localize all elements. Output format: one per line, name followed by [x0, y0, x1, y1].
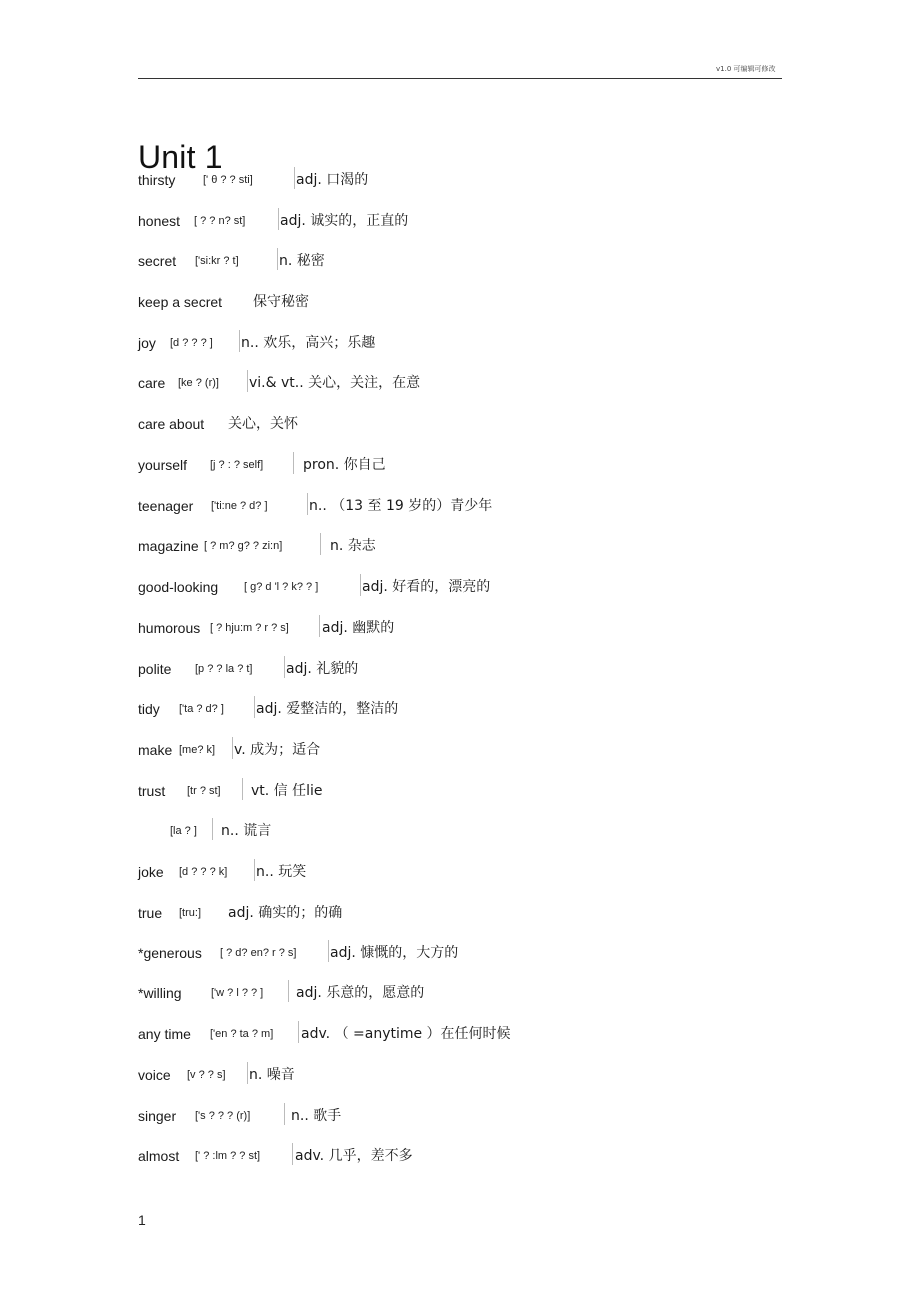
vocab-word: almost: [138, 1148, 180, 1164]
vocab-definition: n. 噪音: [249, 1067, 295, 1083]
column-separator: [212, 818, 213, 840]
vocab-definition: vt. 信 任lie: [251, 783, 323, 799]
vocab-definition: adj. 诚实的，正直的: [280, 213, 409, 229]
vocab-phonetic: ['si:kr ? t]: [195, 255, 239, 267]
column-separator: [242, 778, 243, 800]
vocab-word: joy: [138, 335, 156, 351]
vocab-word: teenager: [138, 498, 194, 514]
column-separator: [288, 980, 289, 1002]
column-separator: [247, 370, 248, 392]
vocab-phonetic: ['ti:ne ? d? ]: [211, 500, 268, 512]
vocab-definition: adv. （ =anytime ）在任何时候: [301, 1026, 511, 1042]
vocab-word: *willing: [138, 985, 182, 1001]
vocab-definition: 关心，关怀: [228, 416, 298, 432]
vocab-phonetic: [me? k]: [179, 744, 216, 756]
vocab-phonetic: [ ? hju:m ? r ? s]: [210, 622, 289, 634]
vocab-word: care: [138, 375, 166, 391]
vocab-definition: n.. 歌手: [291, 1108, 342, 1124]
column-separator: [292, 1143, 293, 1165]
column-separator: [254, 859, 255, 881]
vocab-word: singer: [138, 1108, 177, 1124]
vocab-word: voice: [138, 1067, 171, 1083]
vocab-word: trust: [138, 783, 166, 799]
column-separator: [298, 1021, 299, 1043]
vocab-phonetic: ['w ? l ? ? ]: [211, 987, 264, 999]
column-separator: [293, 452, 294, 474]
page-number: 1: [138, 1212, 146, 1228]
column-separator: [278, 208, 279, 230]
column-separator: [284, 1103, 285, 1125]
vocab-definition: adj. 爱整洁的，整洁的: [256, 701, 399, 717]
column-separator: [247, 1062, 248, 1084]
column-separator: [360, 574, 361, 596]
column-separator: [307, 493, 308, 515]
vocab-definition: adj. 好看的，漂亮的: [362, 579, 491, 595]
column-separator: [320, 533, 321, 555]
vocab-phonetic: ['en ? ta ? m]: [210, 1028, 274, 1040]
vocab-word: true: [138, 905, 163, 921]
vocab-phonetic: [' θ ? ? sti]: [203, 174, 253, 186]
vocab-definition: n.. 玩笑: [256, 864, 307, 880]
header-divider: [138, 78, 782, 79]
vocab-word: good-looking: [138, 579, 219, 595]
vocab-word: secret: [138, 253, 177, 269]
vocab-phonetic: [d ? ? ? ]: [170, 337, 213, 349]
vocab-phonetic: [j ? : ? self]: [210, 459, 264, 471]
vocab-definition: vi.& vt.. 关心，关注，在意: [249, 375, 421, 391]
vocab-phonetic: [ ɡ? d 'l ? k? ? ]: [244, 581, 319, 593]
vocab-word: thirsty: [138, 172, 176, 188]
vocab-definition: n. 杂志: [330, 538, 376, 554]
vocab-word: polite: [138, 661, 172, 677]
vocab-definition: adj. 幽默的: [322, 620, 395, 636]
column-separator: [254, 696, 255, 718]
vocab-word: honest: [138, 213, 181, 229]
vocab-phonetic: [p ? ? la ? t]: [195, 663, 253, 675]
column-separator: [232, 737, 233, 759]
vocab-word: care about: [138, 416, 205, 432]
vocab-definition: adj. 口渴的: [296, 172, 369, 188]
vocab-definition: n.. 谎言: [221, 823, 272, 839]
vocab-definition: n.. （13 至 19 岁的）青少年: [309, 498, 493, 514]
vocab-phonetic: [tr ? st]: [187, 785, 221, 797]
vocab-phonetic: [ ? ? n? st]: [194, 215, 246, 227]
column-separator: [294, 167, 295, 189]
vocab-word: magazine: [138, 538, 199, 554]
column-separator: [239, 330, 240, 352]
vocab-word: make: [138, 742, 173, 758]
vocab-phonetic: [ ? m? ɡ? ? zi:n]: [204, 540, 283, 552]
vocab-phonetic: [v ? ? s]: [187, 1069, 226, 1081]
vocab-word: humorous: [138, 620, 201, 636]
vocab-phonetic: [ke ? (r)]: [178, 377, 219, 389]
vocab-phonetic: ['ta ? d? ]: [179, 703, 224, 715]
vocab-definition: v. 成为；适合: [234, 742, 321, 758]
column-separator: [328, 940, 329, 962]
vocab-word: yourself: [138, 457, 188, 473]
vocab-word: any time: [138, 1026, 191, 1042]
vocab-definition: pron. 你自己: [303, 457, 386, 473]
vocab-definition: n. 秘密: [279, 253, 325, 269]
vocab-phonetic: [la ? ]: [170, 825, 197, 837]
header-version-tag: v1.0 可编辑可修改: [716, 65, 776, 73]
vocab-word: tidy: [138, 701, 160, 717]
vocab-word: *generous: [138, 945, 202, 961]
vocab-definition: 保守秘密: [253, 294, 309, 310]
vocab-phonetic: [' ? :lm ? ? st]: [195, 1150, 261, 1162]
column-separator: [284, 656, 285, 678]
vocab-definition: adj. 慷慨的，大方的: [330, 945, 459, 961]
vocab-phonetic: [d ? ? ? k]: [179, 866, 228, 878]
column-separator: [277, 248, 278, 270]
vocab-definition: adj. 礼貌的: [286, 661, 359, 677]
vocab-definition: adj. 乐意的，愿意的: [296, 985, 425, 1001]
vocab-phonetic: [ ? d? en? r ? s]: [220, 947, 297, 959]
vocab-word: keep a secret: [138, 294, 223, 310]
vocab-phonetic: ['s ? ? ? (r)]: [195, 1110, 251, 1122]
vocab-definition: adj. 确实的；的确: [228, 905, 343, 921]
vocab-phonetic: [tru:]: [179, 907, 202, 919]
vocab-definition: adv. 几乎，差不多: [295, 1148, 413, 1164]
vocab-definition: n.. 欢乐，高兴；乐趣: [241, 335, 376, 351]
vocab-word: joke: [138, 864, 164, 880]
unit-title: Unit 1: [138, 139, 223, 176]
column-separator: [319, 615, 320, 637]
